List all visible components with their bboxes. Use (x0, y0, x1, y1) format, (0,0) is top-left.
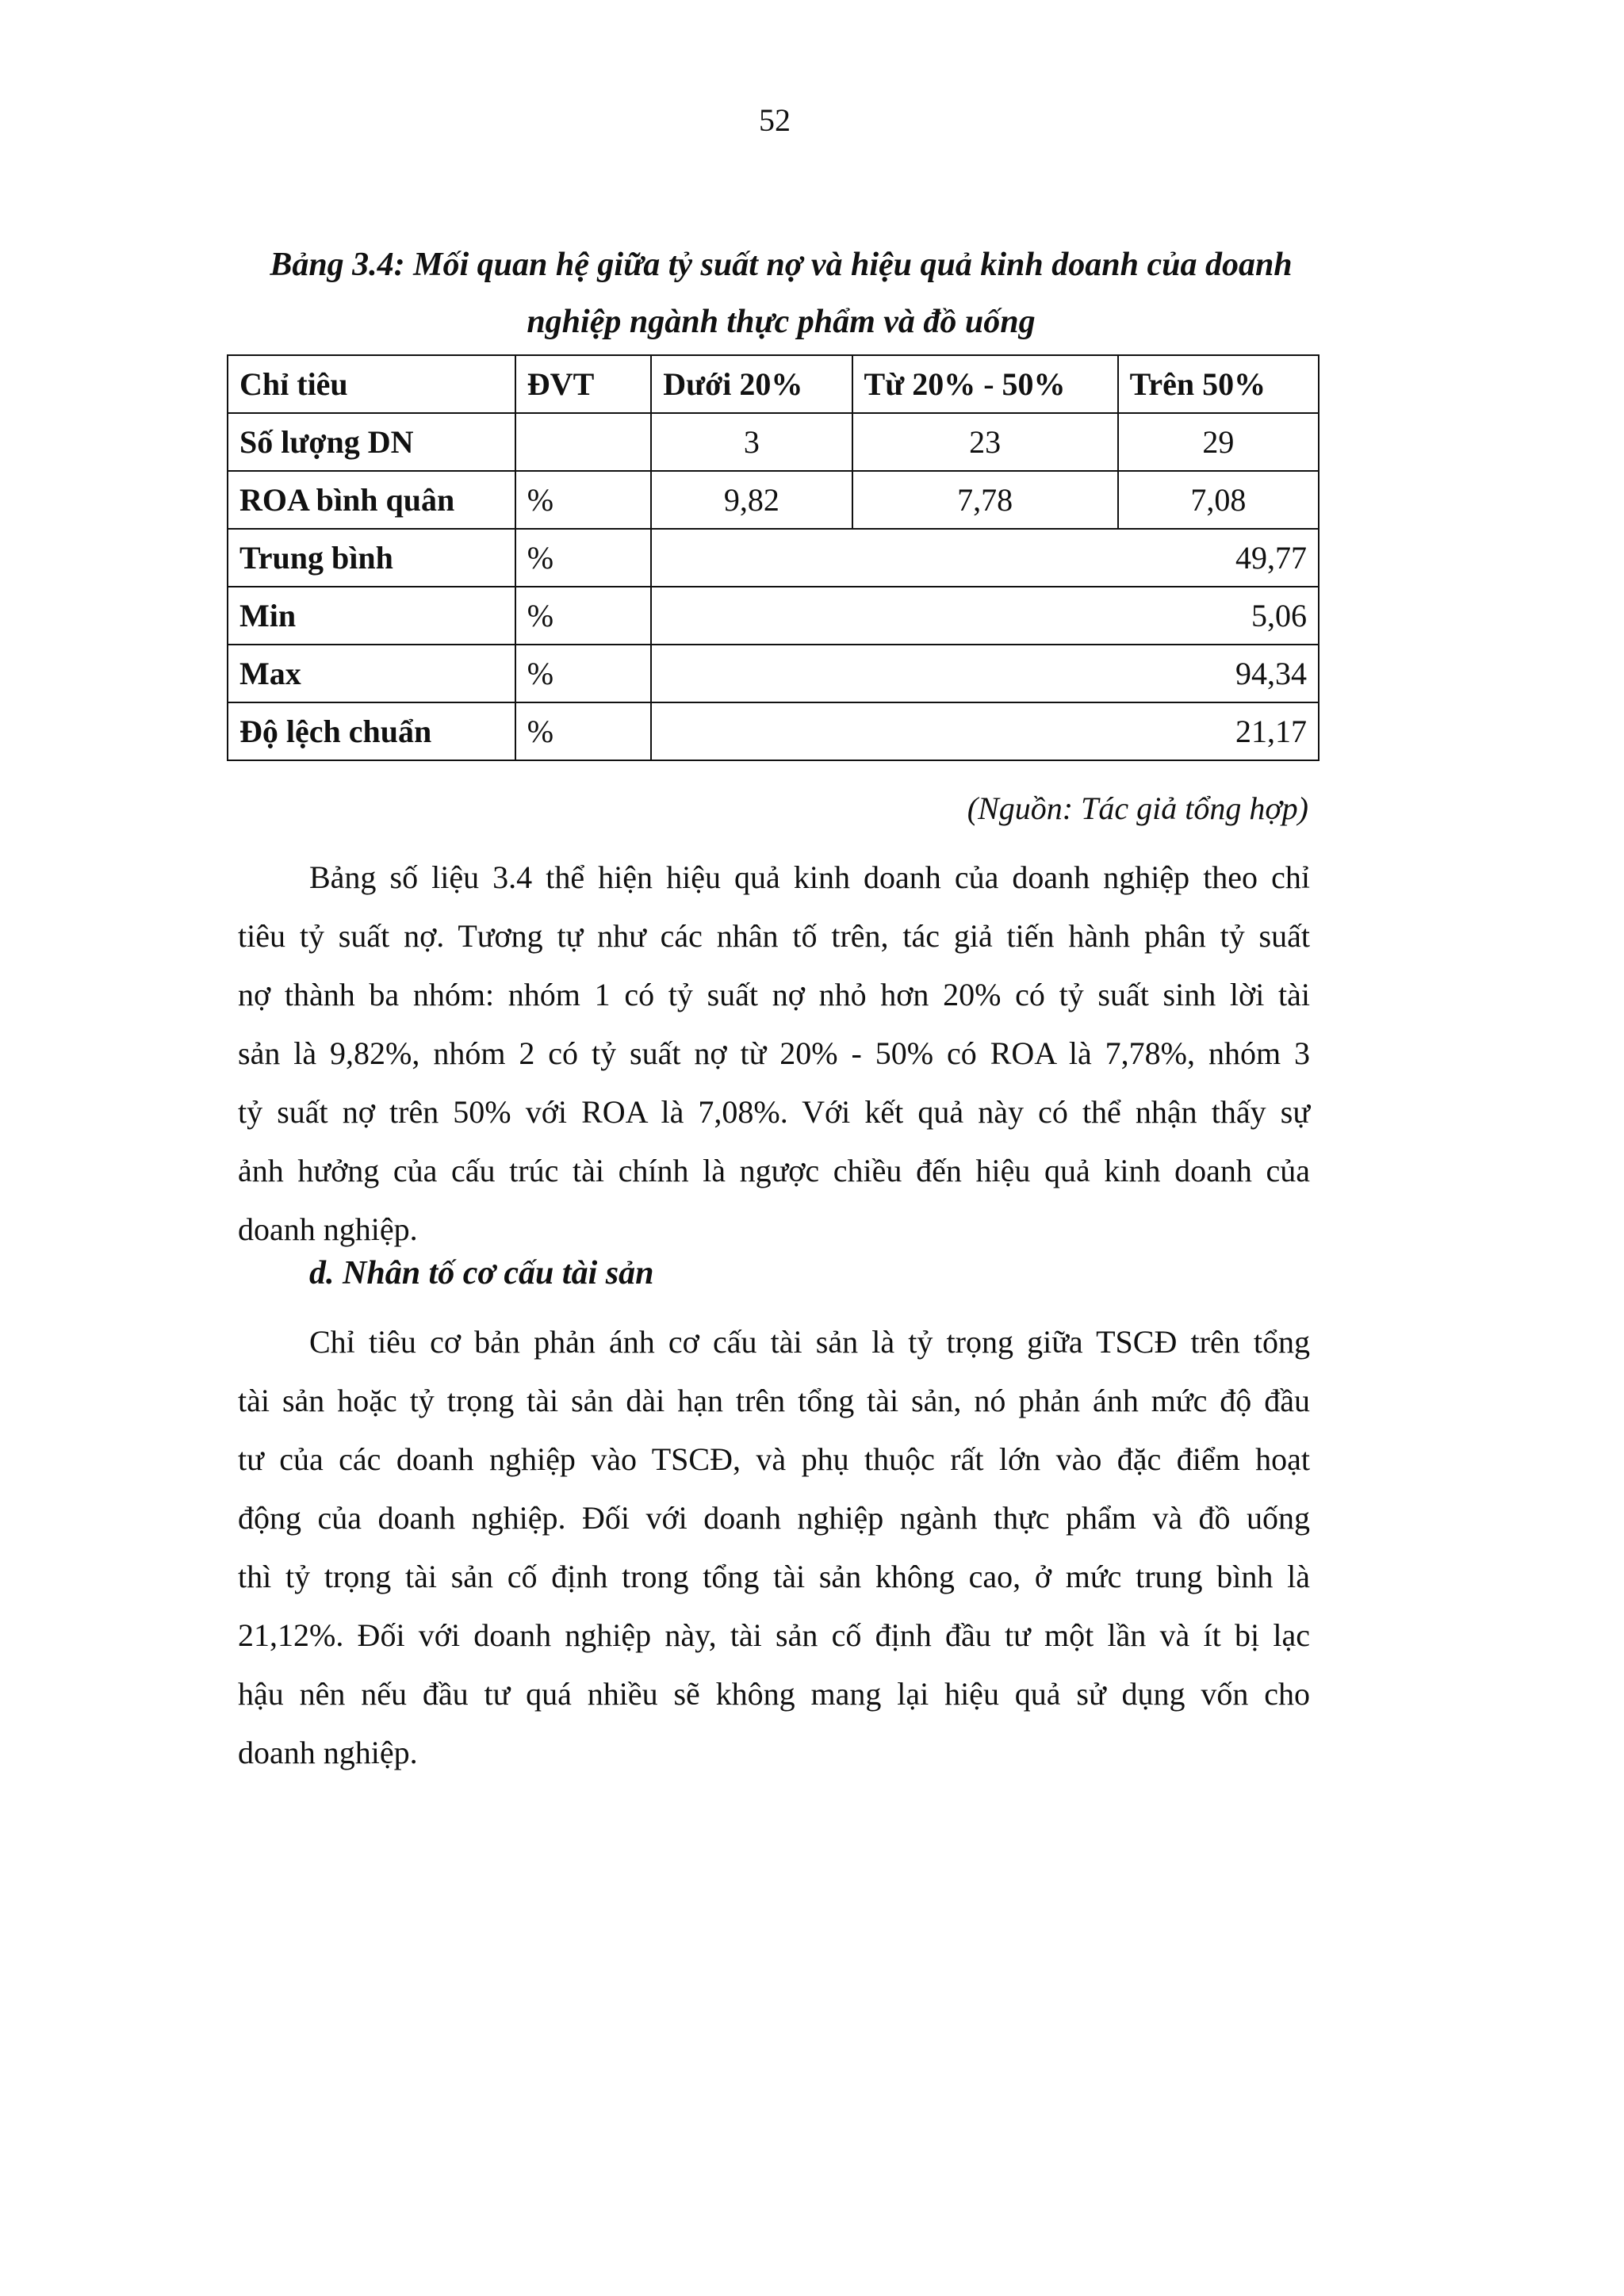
header-20-to-50: Từ 20% - 50% (852, 355, 1118, 413)
paragraph-line: tư của các doanh nghiệp vào TSCĐ, và phụ thuộc rất lớn vào đặc điểm hoạt (238, 1441, 1310, 1477)
paragraph-line: doanh nghiệp. (238, 1211, 418, 1247)
paragraph-line: nợ thành ba nhóm: nhóm 1 có tỷ suất nợ nhỏ hơn 20% có tỷ suất sinh lời tài (238, 977, 1310, 1012)
row-unit (515, 413, 651, 471)
debt-ratio-table (227, 354, 1320, 761)
summary-value: 94,34 (651, 645, 1319, 702)
paragraph-line: 21,12%. Đối với doanh nghiệp này, tài sản cố định đầu tư một lần và ít bị lạc (238, 1617, 1310, 1653)
summary-unit: % (515, 529, 651, 587)
summary-value: 5,06 (651, 587, 1319, 645)
page-number: 52 (759, 102, 791, 138)
header-indicator: Chỉ tiêu (228, 355, 515, 413)
paragraph-line: Bảng số liệu 3.4 thể hiện hiệu quả kinh doanh của doanh nghiệp theo chỉ (309, 859, 1310, 895)
paragraph-line: sản là 9,82%, nhóm 2 có tỷ suất nợ từ 20% - 50% có ROA là 7,78%, nhóm 3 (238, 1035, 1310, 1071)
table-summary-row (228, 645, 1319, 702)
section-heading: d. Nhân tố cơ cấu tài sản (309, 1255, 654, 1292)
summary-value: 49,77 (651, 529, 1319, 587)
paragraph-line: hậu nên nếu đầu tư quá nhiều sẽ không mang lại hiệu quả sử dụng vốn cho (238, 1676, 1310, 1712)
summary-label: Trung bình (228, 529, 515, 587)
row-value: 29 (1118, 413, 1319, 471)
paragraph-line: thì tỷ trọng tài sản cố định trong tổng tài sản không cao, ở mức trung bình là (238, 1559, 1310, 1594)
paragraph-line: Chỉ tiêu cơ bản phản ánh cơ cấu tài sản là tỷ trọng giữa TSCĐ trên tổng (309, 1324, 1310, 1360)
paragraph-table-analysis (238, 848, 1310, 1259)
paragraph-line: doanh nghiệp. (238, 1735, 418, 1770)
table-source-note: (Nguồn: Tác giả tổng hợp) (967, 790, 1308, 826)
summary-unit: % (515, 702, 651, 760)
summary-value: 21,17 (651, 702, 1319, 760)
summary-label: Max (228, 645, 515, 702)
paragraph-line: ảnh hưởng của cấu trúc tài chính là ngược chiều đến hiệu quả kinh doanh của (238, 1153, 1310, 1188)
summary-label: Min (228, 587, 515, 645)
row-unit: % (515, 471, 651, 529)
table-summary-row (228, 587, 1319, 645)
row-value: 23 (852, 413, 1118, 471)
header-above-50: Trên 50% (1118, 355, 1319, 413)
table-caption (230, 236, 1332, 350)
summary-unit: % (515, 587, 651, 645)
paragraph-line: tài sản hoặc tỷ trọng tài sản dài hạn trên tổng tài sản, nó phản ánh mức độ đầu (238, 1383, 1310, 1418)
summary-label: Độ lệch chuẩn (228, 702, 515, 760)
header-unit: ĐVT (515, 355, 651, 413)
table-header-row (228, 355, 1319, 413)
paragraph-line: tỷ suất nợ trên 50% với ROA là 7,08%. Với kết quả này có thể nhận thấy sự (238, 1094, 1310, 1130)
table-row (228, 471, 1319, 529)
table-summary-row (228, 529, 1319, 587)
summary-unit: % (515, 645, 651, 702)
paragraph-line: tiêu tỷ suất nợ. Tương tự như các nhân tố trên, tác giả tiến hành phân tỷ suất (238, 918, 1310, 954)
row-label: ROA bình quân (228, 471, 515, 529)
row-value: 9,82 (651, 471, 852, 529)
paragraph-line: động của doanh nghiệp. Đối với doanh nghiệp ngành thực phẩm và đồ uống (238, 1500, 1310, 1536)
row-label: Số lượng DN (228, 413, 515, 471)
table-caption-line-1: Bảng 3.4: Mối quan hệ giữa tỷ suất nợ và hiệu quả kinh doanh của doanh (270, 247, 1293, 283)
row-value: 3 (651, 413, 852, 471)
row-value: 7,08 (1118, 471, 1319, 529)
table-caption-line-2: nghiệp ngành thực phẩm và đồ uống (527, 304, 1036, 340)
row-value: 7,78 (852, 471, 1118, 529)
table-row (228, 413, 1319, 471)
table-summary-row (228, 702, 1319, 760)
paragraph-asset-structure (238, 1313, 1310, 1782)
header-below-20: Dưới 20% (651, 355, 852, 413)
